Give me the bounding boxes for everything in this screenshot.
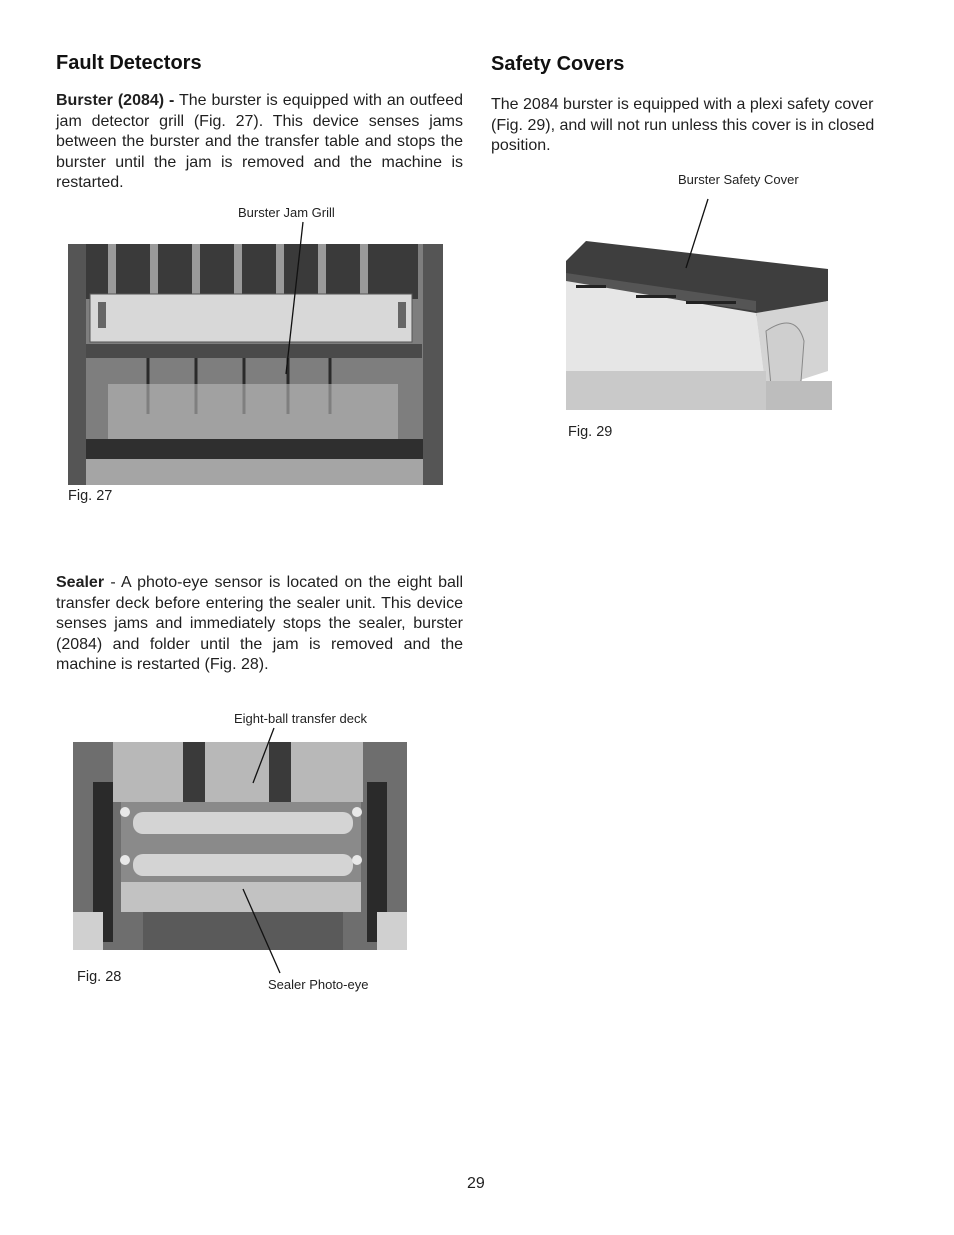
caption-fig-28: Fig. 28 — [77, 969, 122, 985]
sealer-text: - A photo-eye sensor is located on the eight ball transfer deck before entering the sealer unit. This device senses jams and immediately stops the sealer, burster (2084) and folder until the jam is removed and the machine is restarted (Fig. 28). — [56, 574, 463, 673]
caption-fig-29: Fig. 29 — [568, 424, 613, 440]
safety-covers-paragraph: The 2084 burster is equipped with a plexi safety cover (Fig. 29), and will not run unless this cover is in closed position. — [491, 96, 875, 154]
callout-eight-ball-transfer-deck: Eight-ball transfer deck — [234, 711, 367, 726]
callout-burster-safety-cover: Burster Safety Cover — [678, 172, 799, 187]
burster-label: Burster (2084) - — [56, 92, 175, 109]
sealer-label: Sealer — [56, 574, 105, 591]
page-number: 29 — [467, 1175, 485, 1192]
heading-fault-detectors: Fault Detectors — [56, 52, 202, 74]
heading-safety-covers: Safety Covers — [491, 53, 625, 75]
callout-sealer-photo-eye: Sealer Photo-eye — [268, 977, 369, 992]
caption-fig-27: Fig. 27 — [68, 488, 113, 504]
callout-burster-jam-grill: Burster Jam Grill — [238, 205, 335, 220]
burster-text: The burster is equipped with an outfeed jam detector grill (Fig. 27). This device senses jams between the burster and the transfer table and stops the burster until the jam is removed and the machine is restarted. — [56, 92, 464, 191]
